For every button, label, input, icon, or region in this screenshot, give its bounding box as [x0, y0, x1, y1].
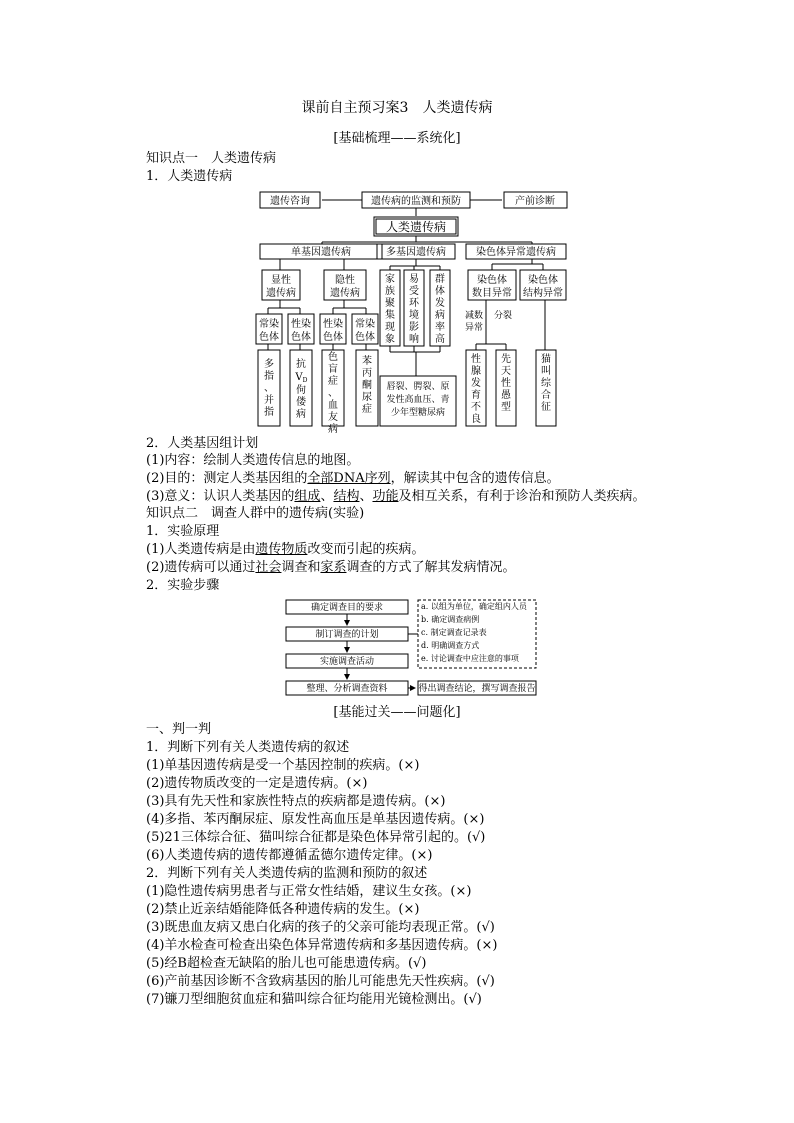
cat-cry-vtext: 猫叫综合征 — [541, 354, 551, 413]
auto-dom-1: 常染 — [259, 319, 279, 330]
rickets-rest: 佝偻病 — [296, 385, 306, 420]
rickets-v: V — [295, 372, 303, 383]
section-header-ability: [基能过关——问题化] — [333, 705, 461, 720]
kp2-sub1: 1．实验原理 — [146, 524, 220, 539]
q2-item: (1)隐性遗传病男患者与正常女性结婚，建议生女孩。(×) — [146, 884, 472, 899]
pop-vtext: 群体发病率高 — [435, 274, 445, 345]
sex-dom-1: 性染 — [291, 319, 311, 330]
q2-item: (6)产前基因诊断不含致病基因的胎儿可能患先天性疾病。(√) — [146, 974, 495, 989]
purpose-underline: 全部DNA序列 — [307, 471, 391, 486]
p1-pre: (1)人类遗传病是由 — [146, 542, 256, 557]
meiosis-1: 减数 — [464, 311, 484, 321]
auto-rec-1: 常染 — [355, 319, 375, 330]
q1-item: (3)具有先天性和家族性特点的疾病都是遗传病。(×) — [146, 794, 446, 809]
step-2: 制订调查的计划 — [315, 630, 379, 640]
multi-examples-2: 发性高血压、青 — [386, 395, 450, 405]
step-4: 整理、分析调查资料 — [306, 684, 388, 694]
note-c: c. 制定调查记录表 — [421, 628, 487, 637]
note-b: b. 确定调查病例 — [421, 615, 480, 624]
chromo-struct-1: 染色体 — [528, 275, 558, 286]
single-gene-box: 单基因遗传病 — [291, 247, 351, 258]
auto-rec-2: 色体 — [355, 332, 375, 343]
p1-post: 改变而引起的疾病。 — [307, 542, 425, 557]
dominant-line1: 显性 — [271, 275, 291, 286]
q1-item: (2)遗传物质改变的一定是遗传病。(×) — [146, 776, 368, 791]
judge-q2: 2．判断下列有关人类遗传病的监测和预防的叙述 — [146, 866, 428, 881]
chromo-box: 染色体异常遗传病 — [476, 247, 556, 258]
root-box: 人类遗传病 — [385, 220, 447, 234]
chromo-num-1: 染色体 — [477, 275, 507, 286]
meaning-post: 及相互关系，有利于诊治和预防人类疾病。 — [398, 489, 646, 504]
note-a: a. 以组为单位，确定组内人员 — [421, 602, 527, 611]
sex-rec-2: 色体 — [323, 332, 343, 343]
note-e: e. 讨论调查中应注意的事项 — [421, 654, 519, 663]
q2-item: (2)禁止近亲结婚能降低各种遗传病的发生。(×) — [146, 902, 420, 917]
auto-dom-2: 色体 — [259, 332, 279, 343]
kp1-sub1: 1．人类遗传病 — [146, 169, 233, 184]
dominant-line2: 遗传病 — [266, 288, 296, 299]
q1-item: (4)多指、苯丙酮尿症、原发性高血压是单基因遗传病。(×) — [146, 812, 485, 827]
congenital-vtext: 先天性愚型 — [501, 354, 511, 413]
genome-content: (1)内容：绘制人类遗传信息的地图。 — [146, 453, 360, 468]
judge-q1: 1．判断下列有关人类遗传病的叙述 — [146, 740, 350, 755]
family-vtext: 家族聚集现象 — [385, 274, 395, 345]
kp1-heading: 知识点一 人类遗传病 — [146, 151, 277, 166]
monitor-box: 遗传病的监测和预防 — [371, 196, 461, 207]
sex-rec-1: 性染 — [323, 319, 343, 330]
q2-item: (3)既患血友病又患白化病的孩子的父亲可能均表现正常。(√) — [146, 920, 495, 935]
kp2-sub2: 2．实验步骤 — [146, 578, 220, 593]
meaning-pre: (3)意义：认识人类基因的 — [146, 489, 295, 504]
q1-item: (6)人类遗传病的遗传都遵循孟德尔遗传定律。(×) — [146, 848, 433, 863]
polydactyly-vtext: 多指、并指 — [264, 359, 274, 418]
section-header-basic: [基础梳理——系统化] — [333, 131, 461, 146]
env-vtext: 易受环境影响 — [409, 274, 419, 345]
colorblind-vtext: 色盲症、血友病 — [328, 352, 338, 435]
chromo-num-2: 数目异常 — [472, 288, 512, 299]
recessive-line1: 隐性 — [335, 275, 355, 286]
kp2-heading: 知识点二 调查人群中的遗传病(实验) — [146, 506, 365, 521]
recessive-line2: 遗传病 — [330, 288, 360, 299]
sex-dom-2: 色体 — [291, 332, 311, 343]
p2-mid: 调查和 — [281, 560, 321, 575]
step-1: 确定调查目的要求 — [310, 603, 384, 613]
meaning-u1: 组成 — [294, 489, 321, 504]
pku-vtext: 苯丙酮尿症 — [362, 356, 372, 415]
rickets-1: 抗 — [296, 359, 306, 370]
rickets-d: D — [302, 377, 308, 384]
note-d: d. 明确调查方式 — [421, 641, 480, 650]
chromo-struct-2: 结构异常 — [523, 288, 563, 299]
p2-post: 调查的方式了解其发病情况。 — [346, 560, 516, 575]
meaning-u2: 结构 — [333, 489, 360, 504]
meiosis-2: 异常 — [464, 323, 484, 333]
purpose-post: ，解读其中包含的遗传信息。 — [390, 471, 560, 486]
q1-item: (5)21三体综合征、猫叫综合征都是染色体异常引起的。(√) — [146, 830, 486, 845]
prenatal-box: 产前诊断 — [515, 196, 555, 207]
consult-box: 遗传咨询 — [270, 196, 310, 207]
p2-u1: 社会 — [255, 560, 282, 575]
p2-pre: (2)遗传病可以通过 — [146, 560, 256, 575]
step-3: 实施调查活动 — [319, 657, 375, 667]
q1-item: (1)单基因遗传病是受一个基因控制的疾病。(×) — [146, 758, 420, 773]
p2-u2: 家系 — [320, 560, 347, 575]
q2-item: (4)羊水检查可检查出染色体异常遗传病和多基因遗传病。(×) — [146, 938, 498, 953]
step-5: 得出调查结论，撰写调查报告 — [418, 684, 536, 694]
judge-heading: 一、判一判 — [146, 722, 212, 737]
gonad-vtext: 性腺发育不良 — [471, 354, 481, 425]
p1-underline: 遗传物质 — [255, 542, 308, 557]
q2-item: (5)经B超检查无缺陷的胎儿也可能患遗传病。(√) — [146, 956, 427, 971]
page-title: 课前自主预习案3 人类遗传病 — [301, 100, 493, 116]
multi-gene-box: 多基因遗传病 — [386, 247, 446, 258]
division-label: 分裂 — [493, 311, 513, 321]
meaning-sep1: 、 — [320, 489, 334, 504]
multi-examples-1: 唇裂、腭裂、原 — [386, 382, 450, 392]
q2-item: (7)镰刀型细胞贫血症和猫叫综合征均能用光镜检测出。(√) — [146, 992, 482, 1007]
purpose-pre: (2)目的：测定人类基因组的 — [146, 471, 308, 486]
meaning-u3: 功能 — [372, 489, 399, 504]
meaning-sep2: 、 — [359, 489, 373, 504]
multi-examples-3: 少年型糖尿病 — [390, 408, 446, 418]
kp1-sub2: 2．人类基因组计划 — [146, 436, 259, 451]
